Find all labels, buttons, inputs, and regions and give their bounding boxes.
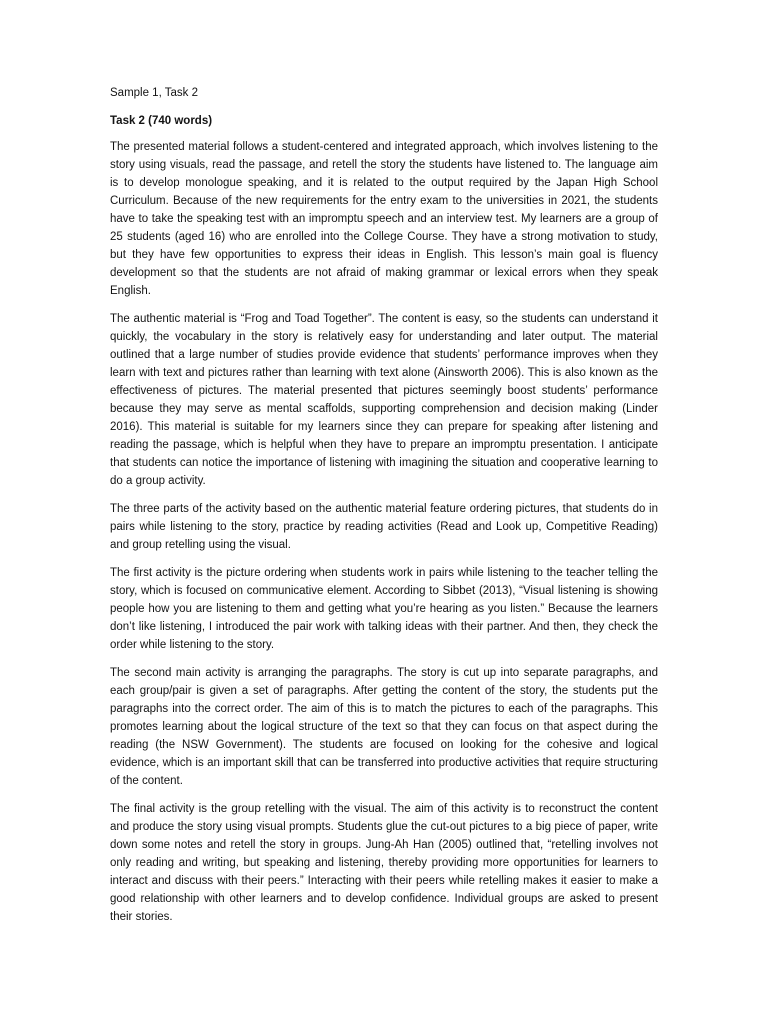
paragraph-second-activity: The second main activity is arranging the paragraphs. The story is cut up into separate paragraphs, and each group/pair is given a set of paragraphs. After getting the content of the story, the students put the paragraphs into the correct order. The aim of this is to match the pictures to each of the paragraphs. This promotes learning about the logical structure of the text so that they can focus on that aspect during the reading (the NSW Government). The students are focused on looking for the cohesive and logical evidence, which is an important skill that can be transferred into productive activities that require structuring of the content. [110, 667, 658, 787]
paragraph-authentic-material: The authentic material is “Frog and Toad Together”. The content is easy, so the students can understand it quickly, the vocabulary in the story is relatively easy for understanding and later output. The material outlined that a large number of studies provide evidence that students’ performance improves when they learn with text and pictures rather than learning with text alone (Ainsworth 2006). This is also known as the effectiveness of pictures. The material presented that pictures seemingly boost students’ performance because they may serve as mental scaffolds, supporting comprehension and decision making (Linder 2016). This material is suitable for my learners since they can prepare for speaking after listening and reading the passage, which is helpful when they have to prepare an impromptu presentation. I anticipate that students can notice the importance of listening with imagining the situation and cooperative learning to do a group activity. [110, 313, 658, 487]
sample-label: Sample 1, Task 2 [110, 87, 199, 99]
task-heading: Task 2 (740 words) [110, 115, 213, 127]
paragraph-first-activity: The first activity is the picture ordering when students work in pairs while listening to the teacher telling the story, which is focused on communicative element. According to Sibbet (2013), “Visual listening is showing people how you are listening to them and getting what you’re hearing as you listen.” Because the learners don’t like listening, I introduced the pair work with talking ideas with their partner. And then, they check the order while listening to the story. [110, 567, 658, 651]
document-page [110, 84, 658, 936]
paragraph-final-activity: The final activity is the group retelling with the visual. The aim of this activity is to reconstruct the content and produce the story using visual prompts. Students glue the cut-out pictures to a big piece of paper, write down some notes and retell the story in groups. Jung-Ah Han (2005) outlined that, “retelling involves not only reading and writing, but speaking and listening, thereby providing more opportunities for learners to interact and discuss with their peers.” Interacting with their peers while retelling makes it easier to make a good relationship with other learners and to develop confidence. Individual groups are asked to present their stories. [110, 803, 658, 923]
paragraph-approach: The presented material follows a student-centered and integrated approach, which involves listening to the story using visuals, read the passage, and retell the story the students have listened to. The language aim is to develop monologue speaking, and it is related to the output required by the Japan High School Curriculum. Because of the new requirements for the entry exam to the universities in 2021, the students have to take the speaking test with an impromptu speech and an interview test. My learners are a group of 25 students (aged 16) who are enrolled into the College Course. They have a strong motivation to study, but they have few opportunities to express their ideas in English. This lesson’s main goal is fluency development so that the students are not afraid of making grammar or lexical errors when they speak English. [110, 141, 658, 297]
paragraph-activity-parts: The three parts of the activity based on the authentic material feature ordering pictures, that students do in pairs while listening to the story, practice by reading activities (Read and Look up, Competitive Reading) and group retelling using the visual. [110, 503, 658, 551]
